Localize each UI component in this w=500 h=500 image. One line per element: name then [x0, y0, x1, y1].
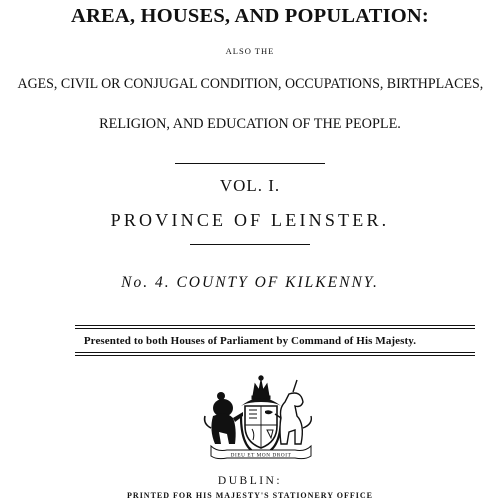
double-rule-bottom-b — [75, 355, 475, 356]
royal-coat-of-arms-icon — [197, 372, 325, 460]
imprint-printer: PRINTED FOR HIS MAJESTY'S STATIONERY OFFICE — [127, 491, 373, 500]
also-the-text: ALSO THE — [225, 46, 275, 56]
subtitle-line-1: AGES, CIVIL OR CONJUGAL CONDITION, OCCUPATIONS, BIRTHPLACES, — [17, 76, 484, 92]
divider-rule-middle — [190, 244, 310, 245]
imprint-city: DUBLIN: — [217, 475, 283, 487]
double-rule-top-b — [75, 328, 475, 329]
province-name: PROVINCE OF LEINSTER. — [110, 210, 390, 230]
lion-supporter-icon — [205, 392, 243, 444]
report-title: AREA, HOUSES, AND POPULATION: — [71, 5, 429, 27]
double-rule-top-a — [75, 325, 475, 326]
presented-statement: Presented to both Houses of Parliament by Command of His Majesty. — [83, 335, 417, 347]
volume-number: VOL. I. — [219, 176, 281, 195]
divider-rule-top — [175, 163, 325, 164]
crown-icon — [252, 376, 270, 399]
unicorn-supporter-icon — [275, 380, 311, 444]
motto-text: DIEU ET MON DROIT — [230, 452, 292, 459]
double-rule-bottom-a — [75, 352, 475, 353]
subtitle-line-2: RELIGION, AND EDUCATION OF THE PEOPLE. — [99, 116, 401, 132]
county-heading: No. 4. COUNTY OF KILKENNY. — [121, 274, 379, 291]
